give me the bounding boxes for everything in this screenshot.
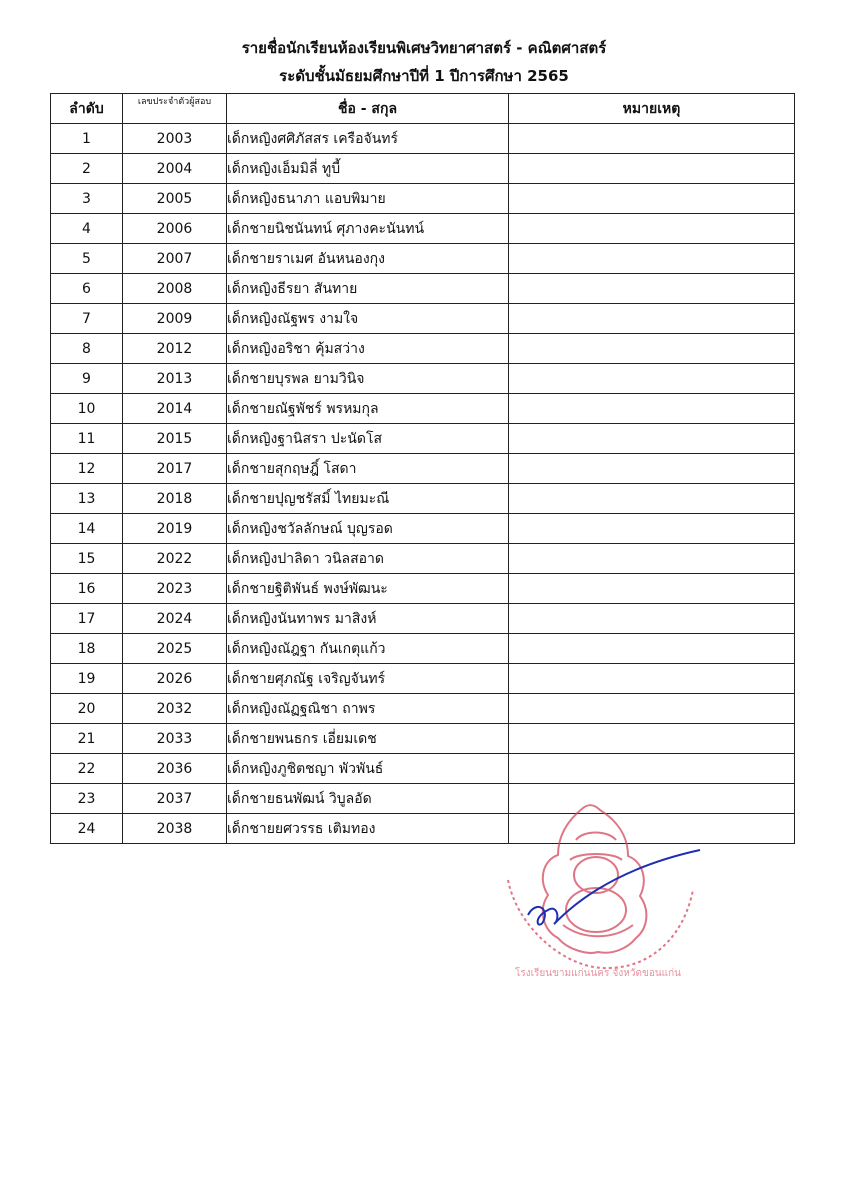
student-name: เด็กหญิงณัฎฐา กันเกตุแก้ว <box>227 634 509 664</box>
table-row <box>51 754 795 784</box>
exam-id: 2007 <box>123 244 227 274</box>
row-number: 9 <box>51 364 123 394</box>
row-number: 22 <box>51 754 123 784</box>
row-number: 20 <box>51 694 123 724</box>
column-header-no: ลำดับ <box>51 94 123 124</box>
note <box>509 364 795 394</box>
note <box>509 694 795 724</box>
table-row <box>51 574 795 604</box>
table-row <box>51 184 795 214</box>
exam-id: 2026 <box>123 664 227 694</box>
table-row <box>51 124 795 154</box>
table-row <box>51 304 795 334</box>
row-number: 24 <box>51 814 123 844</box>
note <box>509 304 795 334</box>
exam-id: 2036 <box>123 754 227 784</box>
row-number: 17 <box>51 604 123 634</box>
note <box>509 484 795 514</box>
exam-id: 2003 <box>123 124 227 154</box>
table-row <box>51 364 795 394</box>
exam-id: 2024 <box>123 604 227 634</box>
exam-id: 2017 <box>123 454 227 484</box>
note <box>509 424 795 454</box>
document-subtitle: ระดับชั้นมัธยมศึกษาปีที่ 1 ปีการศึกษา 2565 <box>279 67 569 85</box>
column-header-name: ชื่อ - สกุล <box>227 94 509 124</box>
student-name: เด็กหญิงธีรยา สันทาย <box>227 274 509 304</box>
table-row <box>51 634 795 664</box>
table-row <box>51 724 795 754</box>
exam-id: 2008 <box>123 274 227 304</box>
note <box>509 454 795 484</box>
exam-id: 2004 <box>123 154 227 184</box>
exam-id: 2032 <box>123 694 227 724</box>
exam-id: 2005 <box>123 184 227 214</box>
school-seal-with-signature <box>488 800 708 980</box>
student-name: เด็กหญิงชวัลลักษณ์ บุญรอด <box>227 514 509 544</box>
row-number: 11 <box>51 424 123 454</box>
student-name: เด็กหญิงนันทาพร มาสิงห์ <box>227 604 509 634</box>
table-row <box>51 544 795 574</box>
note <box>509 244 795 274</box>
row-number: 4 <box>51 214 123 244</box>
table-row <box>51 394 795 424</box>
student-name: เด็กชายราเมศ อันหนองกุง <box>227 244 509 274</box>
row-number: 6 <box>51 274 123 304</box>
row-number: 14 <box>51 514 123 544</box>
signature <box>528 850 700 925</box>
row-number: 1 <box>51 124 123 154</box>
note <box>509 604 795 634</box>
exam-id: 2009 <box>123 304 227 334</box>
exam-id: 2025 <box>123 634 227 664</box>
student-name: เด็กชายฐิติพันธ์ พงษ์พัฒนะ <box>227 574 509 604</box>
exam-id: 2014 <box>123 394 227 424</box>
note <box>509 574 795 604</box>
student-name: เด็กหญิงปาลิดา วนิลสอาด <box>227 544 509 574</box>
row-number: 13 <box>51 484 123 514</box>
student-name: เด็กชายปุญชรัสมิ์ ไทยมะณี <box>227 484 509 514</box>
table-row <box>51 484 795 514</box>
student-name: เด็กหญิงภูชิตชญา พัวพันธ์ <box>227 754 509 784</box>
student-name: เด็กหญิงเอ็มมิลี่ ทูบี้ <box>227 154 509 184</box>
column-header-exam-id: เลขประจำตัวผู้สอบ <box>123 94 227 124</box>
student-name: เด็กชายยศวรรธ เติมทอง <box>227 814 509 844</box>
note <box>509 664 795 694</box>
row-number: 12 <box>51 454 123 484</box>
exam-id: 2019 <box>123 514 227 544</box>
row-number: 10 <box>51 394 123 424</box>
exam-id: 2037 <box>123 784 227 814</box>
exam-id: 2018 <box>123 484 227 514</box>
student-roster-table <box>50 93 795 844</box>
row-number: 2 <box>51 154 123 184</box>
student-name: เด็กหญิงศศิภัสสร เครือจันทร์ <box>227 124 509 154</box>
note <box>509 754 795 784</box>
table-row <box>51 334 795 364</box>
note <box>509 514 795 544</box>
table-row <box>51 154 795 184</box>
student-name: เด็กหญิงธนาภา แอบพิมาย <box>227 184 509 214</box>
note <box>509 334 795 364</box>
row-number: 5 <box>51 244 123 274</box>
exam-id: 2022 <box>123 544 227 574</box>
row-number: 19 <box>51 664 123 694</box>
exam-id: 2013 <box>123 364 227 394</box>
table-row <box>51 214 795 244</box>
row-number: 8 <box>51 334 123 364</box>
exam-id: 2006 <box>123 214 227 244</box>
student-name: เด็กหญิงอริชา คุ้มสว่าง <box>227 334 509 364</box>
student-name: เด็กชายพนธกร เอี่ยมเดช <box>227 724 509 754</box>
exam-id: 2038 <box>123 814 227 844</box>
student-name: เด็กหญิงฐานิสรา ปะนัดโส <box>227 424 509 454</box>
row-number: 15 <box>51 544 123 574</box>
note <box>509 394 795 424</box>
row-number: 23 <box>51 784 123 814</box>
table-row <box>51 664 795 694</box>
seal-text: โรงเรียนขามแก่นนคร จังหวัดขอนแก่น <box>514 968 682 979</box>
column-header-note: หมายเหตุ <box>509 94 795 124</box>
table-row <box>51 274 795 304</box>
document-title: รายชื่อนักเรียนห้องเรียนพิเศษวิทยาศาสตร์ - คณิตศาสตร์ <box>241 39 607 57</box>
student-name: เด็กชายณัฐพัชร์ พรหมกุล <box>227 394 509 424</box>
row-number: 21 <box>51 724 123 754</box>
note <box>509 154 795 184</box>
student-name: เด็กชายธนพัฒน์ วิบูลอัด <box>227 784 509 814</box>
row-number: 16 <box>51 574 123 604</box>
note <box>509 634 795 664</box>
row-number: 3 <box>51 184 123 214</box>
note <box>509 214 795 244</box>
row-number: 18 <box>51 634 123 664</box>
note <box>509 724 795 754</box>
table-row <box>51 604 795 634</box>
table-row <box>51 454 795 484</box>
table-row <box>51 424 795 454</box>
student-name: เด็กชายนิชนันทน์ ศุภางคะนันทน์ <box>227 214 509 244</box>
student-name: เด็กชายศุภณัฐ เจริญจันทร์ <box>227 664 509 694</box>
student-name: เด็กชายสุกฤษฎิ์ โสดา <box>227 454 509 484</box>
student-name: เด็กชายบุรพล ยามวินิจ <box>227 364 509 394</box>
note <box>509 184 795 214</box>
exam-id: 2033 <box>123 724 227 754</box>
note <box>509 274 795 304</box>
table-row <box>51 244 795 274</box>
student-name: เด็กหญิงณัฐพร งามใจ <box>227 304 509 334</box>
note <box>509 124 795 154</box>
note <box>509 544 795 574</box>
exam-id: 2023 <box>123 574 227 604</box>
exam-id: 2012 <box>123 334 227 364</box>
student-name: เด็กหญิงณัฏฐณิชา ถาพร <box>227 694 509 724</box>
table-header-row <box>51 94 795 124</box>
row-number: 7 <box>51 304 123 334</box>
table-row <box>51 514 795 544</box>
exam-id: 2015 <box>123 424 227 454</box>
table-row <box>51 694 795 724</box>
